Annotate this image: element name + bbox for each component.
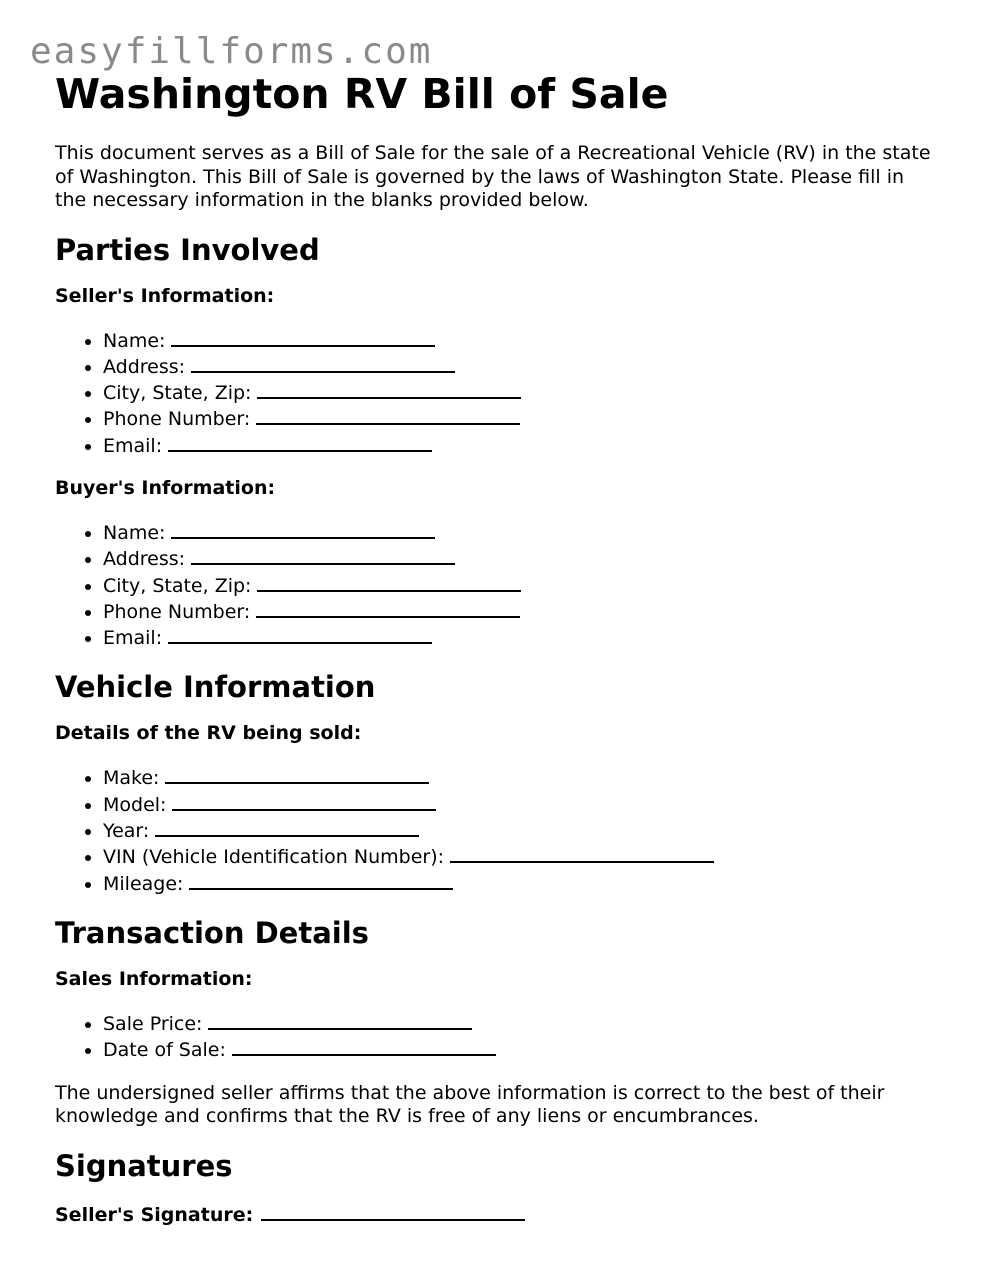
buyer-city-state-zip-item — [103, 572, 935, 598]
sale-date-blank[interactable] — [232, 1036, 496, 1056]
vehicle-model-blank[interactable] — [172, 791, 436, 811]
vehicle-model-item — [103, 791, 935, 817]
field-label: Make: — [103, 767, 160, 790]
vehicle-heading: Vehicle Information — [55, 670, 376, 705]
affirmation-paragraph: The undersigned seller affirms that the above information is correct to the best of their knowledge and confirms that the RV is free of any liens or encumbrances. — [55, 1081, 885, 1128]
seller-city-state-zip-item — [103, 379, 935, 405]
field-label: Model: — [103, 793, 167, 816]
vehicle-subheading: Details of the RV being sold: — [55, 722, 362, 745]
seller-signature-label: Seller's Signature: — [55, 1203, 254, 1226]
buyer-address-blank[interactable] — [191, 545, 455, 565]
vehicle-make-blank[interactable] — [165, 764, 429, 784]
sale-price-item — [103, 1010, 935, 1036]
buyer-email-blank[interactable] — [168, 624, 432, 644]
intro-paragraph: This document serves as a Bill of Sale for the sale of a Recreational Vehicle (RV) in the state of Washington. This Bill of Sale is governed by the laws of Washington State. Please fill in the necessary information in the blanks provided below. — [55, 142, 931, 211]
buyer-name-item — [103, 519, 935, 545]
field-label: Phone Number: — [103, 600, 251, 623]
field-label: Mileage: — [103, 872, 184, 895]
vehicle-vin-blank[interactable] — [450, 843, 714, 863]
seller-name-item — [103, 327, 935, 353]
document-body — [55, 66, 935, 1227]
field-label: Name: — [103, 329, 166, 352]
seller-fields-list — [55, 327, 935, 458]
vehicle-vin-item — [103, 843, 935, 869]
transaction-subheading: Sales Information: — [55, 967, 253, 990]
field-label: Email: — [103, 627, 163, 650]
field-label: Name: — [103, 521, 166, 544]
buyer-info-heading: Buyer's Information: — [55, 476, 276, 499]
seller-phone-blank[interactable] — [256, 405, 520, 425]
seller-email-item — [103, 432, 935, 458]
field-label: City, State, Zip: — [103, 574, 252, 597]
seller-address-item — [103, 353, 935, 379]
buyer-email-item — [103, 624, 935, 650]
transaction-fields-list — [55, 1010, 935, 1063]
transaction-heading: Transaction Details — [55, 915, 369, 950]
field-label: Email: — [103, 434, 163, 457]
vehicle-year-blank[interactable] — [155, 817, 419, 837]
seller-email-blank[interactable] — [168, 432, 432, 452]
seller-signature-line — [55, 1201, 935, 1227]
parties-heading: Parties Involved — [55, 232, 320, 267]
document-title: Washington RV Bill of Sale — [55, 70, 669, 118]
buyer-phone-blank[interactable] — [256, 598, 520, 618]
seller-signature-blank[interactable] — [261, 1201, 525, 1221]
field-label: Address: — [103, 548, 186, 571]
seller-phone-item — [103, 405, 935, 431]
buyer-city-state-zip-blank[interactable] — [257, 572, 521, 592]
buyer-phone-item — [103, 598, 935, 624]
vehicle-mileage-item — [103, 870, 935, 896]
field-label: Phone Number: — [103, 408, 251, 431]
buyer-name-blank[interactable] — [171, 519, 435, 539]
seller-address-blank[interactable] — [191, 353, 455, 373]
field-label: Sale Price: — [103, 1012, 203, 1035]
vehicle-year-item — [103, 817, 935, 843]
buyer-address-item — [103, 545, 935, 571]
field-label: Date of Sale: — [103, 1039, 226, 1062]
field-label: Address: — [103, 355, 186, 378]
sale-price-blank[interactable] — [208, 1010, 472, 1030]
seller-info-heading: Seller's Information: — [55, 284, 275, 307]
sale-date-item — [103, 1036, 935, 1062]
vehicle-fields-list — [55, 764, 935, 895]
vehicle-mileage-blank[interactable] — [189, 870, 453, 890]
field-label: City, State, Zip: — [103, 382, 252, 405]
signatures-heading: Signatures — [55, 1148, 233, 1183]
field-label: Year: — [103, 820, 150, 843]
vehicle-make-item — [103, 764, 935, 790]
seller-city-state-zip-blank[interactable] — [257, 379, 521, 399]
seller-name-blank[interactable] — [171, 327, 435, 347]
buyer-fields-list — [55, 519, 935, 650]
field-label: VIN (Vehicle Identification Number): — [103, 846, 445, 869]
watermark: easyfillforms.com — [30, 31, 433, 72]
